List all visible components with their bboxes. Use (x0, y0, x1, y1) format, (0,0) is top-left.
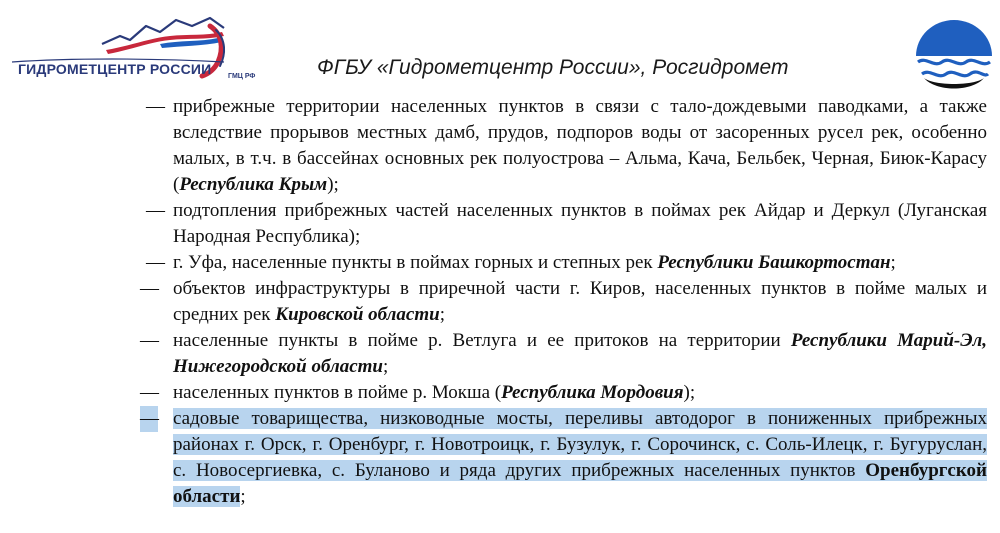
list-item-text: населенные пункты в пойме р. Ветлуга и ее притоков на территории Республики Марий-Эл, Нижегородской области; (173, 330, 987, 377)
region-name: Республики Башкортостан (657, 252, 891, 273)
list-item (0, 198, 1000, 250)
roshydromet-emblem-icon (914, 20, 994, 92)
selected-text[interactable]: садовые товарищества, низководные мосты, переливы автодорог в пониженных прибрежных районах г. Орск, г. Оренбург, г. Новотроицк, г. Бузулук, г. Сорочинск, с. Соль-Илецк, г. Бугуруслан, с. Новосергиевка, с. Буланово и ряда других прибрежных населенных пунктов Оренбургской области (173, 408, 987, 507)
list-dash: — (146, 200, 165, 221)
list-item-text: объектов инфраструктуры в приречной части г. Киров, населенных пунктов в пойме малых и средних рек Кировской области; (173, 278, 987, 325)
list-item-text: садовые товарищества, низководные мосты, переливы автодорог в пониженных прибрежных районах г. Орск, г. Оренбург, г. Новотроицк, г. Бузулук, г. Сорочинск, с. Соль-Илецк, г. Бугуруслан, с. Новосергиевка, с. Буланово и ряда других прибрежных населенных пунктов Оренбургской области; (173, 408, 987, 507)
list-dash: — (140, 406, 158, 432)
region-name: Республика Крым (179, 174, 328, 195)
region-name: Республика Мордовия (501, 382, 684, 403)
region-name: Кировской области (275, 304, 440, 325)
list-dash: — (140, 278, 158, 299)
logo-subtitle: ГМЦ РФ (228, 73, 256, 80)
region-name: Республики Марий-Эл, Нижегородской области (173, 330, 987, 377)
list-item (0, 250, 1000, 276)
list-item (0, 380, 1000, 406)
page-title: ФГБУ «Гидрометцентр России», Росгидромет (317, 56, 789, 79)
list-item-selected[interactable] (0, 406, 1000, 510)
list-item (0, 276, 1000, 328)
list-item-text: прибрежные территории населенных пунктов в связи с тало-дождевыми паводками, а также вследствие прорывов местных дамб, прудов, подпоров воды от засоренных русел рек, особенно малых, в т.ч. в бассейнах основных рек полуострова – Альма, Кача, Бельбек, Черная, Биюк-Карасу (Республика Крым); (173, 96, 987, 195)
list-item (0, 328, 1000, 380)
region-name: Оренбургской области (173, 460, 987, 507)
list-dash: — (146, 96, 165, 117)
list-dash: — (140, 382, 158, 403)
hydrometcenter-logo (10, 14, 260, 86)
logo-title: ГИДРОМЕТЦЕНТР РОССИИ (18, 61, 212, 77)
warnings-list (0, 94, 1000, 510)
list-item-text: подтопления прибрежных частей населенных пунктов в поймах рек Айдар и Деркул (Луганская Народная Республика); (173, 200, 987, 247)
list-dash: — (146, 252, 165, 273)
list-dash: — (140, 330, 158, 351)
list-item-text: населенных пунктов в пойме р. Мокша (Республика Мордовия); (173, 382, 696, 403)
list-item-text: г. Уфа, населенные пункты в поймах горных и степных рек Республики Башкортостан; (173, 252, 896, 273)
list-item (0, 94, 1000, 198)
page-header (0, 0, 1000, 98)
